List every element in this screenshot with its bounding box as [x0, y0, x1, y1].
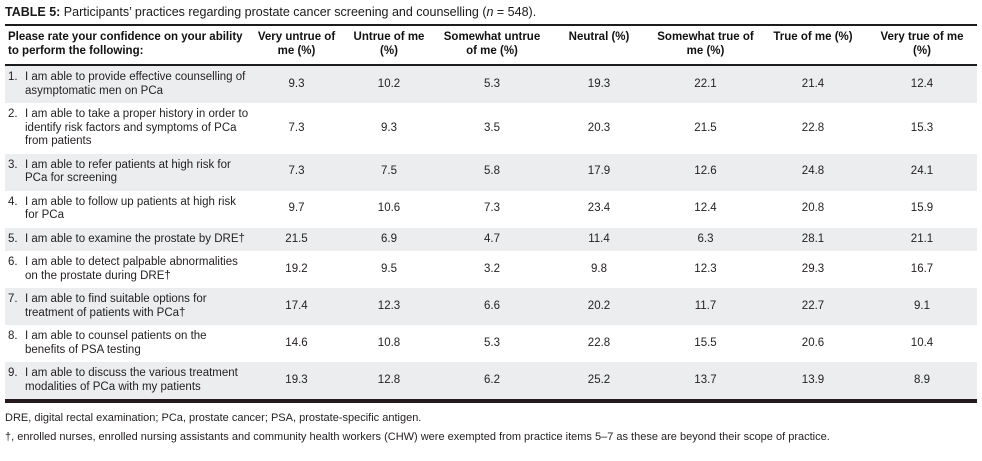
- value-cell: 10.4: [910, 336, 934, 349]
- value-cell: 6.2: [484, 373, 500, 386]
- table-row: [5, 251, 977, 288]
- value-cell: 12.4: [910, 77, 934, 90]
- question-text: I am able to provide effective counselling of asymptomatic men on PCa: [25, 71, 246, 97]
- value-cell: 6.9: [381, 232, 397, 245]
- value-cell: 20.8: [801, 202, 825, 215]
- value-cell: 21.5: [694, 121, 717, 134]
- value-cell: 25.2: [587, 373, 611, 386]
- value-cell: 22.7: [801, 299, 825, 312]
- value-cell: 14.6: [285, 336, 308, 349]
- question-text: I am able to take a proper history in order to identify risk factors and symptoms of PCa from patients: [25, 108, 249, 147]
- table-row: [5, 288, 977, 325]
- value-cell: 9.8: [591, 262, 607, 275]
- header-neutral: Neutral (%): [546, 26, 652, 65]
- header-untrue: Untrue of me (%): [340, 26, 438, 65]
- value-cell: 6.3: [697, 232, 714, 245]
- question-cell: [5, 251, 253, 288]
- value-cell: 7.3: [484, 202, 500, 215]
- value-cell: 19.3: [285, 373, 308, 386]
- value-cell: 4.7: [484, 232, 500, 245]
- value-cell: 9.7: [288, 202, 305, 215]
- value-cell: 15.3: [910, 121, 934, 134]
- table-title-text: Participants’ practices regarding prostate cancer screening and counselling (: [60, 5, 487, 19]
- value-cell: 5.8: [484, 165, 500, 178]
- question-number: 6.: [8, 256, 18, 268]
- header-somewhat-true: Somewhat true of me (%): [652, 26, 759, 65]
- value-cell: 10.2: [377, 77, 401, 90]
- value-cell: 16.7: [910, 262, 934, 275]
- table-row: [5, 362, 977, 401]
- value-cell: 5.3: [484, 77, 500, 90]
- value-cell: 17.4: [285, 299, 308, 312]
- value-cell: 7.3: [288, 165, 305, 178]
- value-cell: 9.3: [381, 121, 397, 134]
- table-row: [5, 65, 977, 103]
- value-cell: 15.9: [910, 202, 934, 215]
- value-cell: 7.5: [381, 165, 397, 178]
- table-row: [5, 325, 977, 362]
- question-cell: [5, 325, 253, 362]
- value-cell: 21.5: [285, 232, 308, 245]
- table-title-suffix: = 548).: [493, 5, 537, 19]
- value-cell: 15.5: [694, 336, 717, 349]
- value-cell: 22.1: [694, 77, 717, 90]
- value-cell: 9.1: [914, 299, 930, 312]
- value-cell: 29.3: [801, 262, 825, 275]
- value-cell: 12.6: [694, 165, 717, 178]
- table-row: [5, 103, 977, 154]
- header-somewhat-untrue: Somewhat untrue of me (%): [438, 26, 546, 65]
- value-cell: 22.8: [801, 121, 825, 134]
- value-cell: 19.3: [587, 77, 611, 90]
- table-title-n: n: [486, 5, 494, 19]
- value-cell: 22.8: [587, 336, 611, 349]
- value-cell: 21.4: [801, 77, 825, 90]
- value-cell: 20.6: [801, 336, 825, 349]
- value-cell: 10.6: [377, 202, 401, 215]
- question-number: 9.: [8, 367, 18, 379]
- practices-table: [5, 26, 977, 403]
- question-text: I am able to discuss the various treatment modalities of PCa with my patients: [25, 367, 238, 393]
- value-cell: 6.6: [484, 299, 500, 312]
- question-text: I am able to examine the prostate by DRE†: [25, 232, 245, 245]
- question-cell: [5, 228, 253, 252]
- value-cell: 13.7: [694, 373, 717, 386]
- value-cell: 8.9: [914, 373, 930, 386]
- question-number: 8.: [8, 330, 18, 342]
- value-cell: 9.5: [381, 262, 397, 275]
- footnotes: [5, 412, 977, 444]
- value-cell: 24.8: [801, 165, 825, 178]
- value-cell: 11.7: [694, 299, 717, 312]
- question-cell: [5, 103, 253, 154]
- header-very-true: Very true of me (%): [867, 26, 977, 65]
- value-cell: 10.8: [377, 336, 401, 349]
- value-cell: 12.3: [694, 262, 717, 275]
- table-row: [5, 228, 977, 252]
- value-cell: 23.4: [587, 202, 611, 215]
- value-cell: 13.9: [801, 373, 825, 386]
- question-number: 7.: [8, 293, 18, 305]
- value-cell: 11.4: [588, 232, 610, 245]
- question-cell: [5, 191, 253, 228]
- value-cell: 3.2: [484, 262, 500, 275]
- value-cell: 12.8: [377, 373, 401, 386]
- value-cell: 12.3: [377, 299, 401, 312]
- header-very-untrue: Very untrue of me (%): [253, 26, 340, 65]
- value-cell: 20.3: [587, 121, 611, 134]
- table-row: [5, 154, 977, 191]
- header-question-column: Please rate your confidence on your ability to perform the following:: [5, 26, 253, 65]
- question-text: I am able to follow up patients at high risk for PCa: [25, 195, 236, 221]
- question-number: 4.: [8, 195, 18, 208]
- question-text: I am able to find suitable options for treatment of patients with PCa†: [25, 293, 207, 319]
- table-row: [5, 191, 977, 228]
- question-text: I am able to counsel patients on the benefits of PSA testing: [25, 330, 207, 356]
- value-cell: 3.5: [484, 121, 500, 134]
- question-text: I am able to refer patients at high risk for PCa for screening: [25, 158, 231, 184]
- value-cell: 17.9: [587, 165, 611, 178]
- value-cell: 5.3: [484, 336, 500, 349]
- question-number: 3.: [8, 158, 18, 171]
- table-title: [5, 4, 977, 26]
- value-cell: 21.1: [910, 232, 934, 245]
- value-cell: 28.1: [801, 232, 825, 245]
- question-cell: [5, 362, 253, 399]
- value-cell: 24.1: [910, 165, 934, 178]
- table-title-label: TABLE 5:: [5, 5, 61, 19]
- question-cell: [5, 66, 253, 103]
- footnote-dagger: †, enrolled nurses, enrolled nursing assistants and community health workers (CHW) were exempted from practice items 5–7 as these are beyond their scope of practice.: [5, 431, 830, 443]
- question-number: 5.: [8, 232, 18, 245]
- value-cell: 9.3: [288, 77, 305, 90]
- value-cell: 20.2: [587, 299, 611, 312]
- question-cell: [5, 154, 253, 191]
- value-cell: 19.2: [285, 262, 308, 275]
- question-text: I am able to detect palpable abnormalities on the prostate during DRE†: [25, 256, 238, 282]
- question-number: 1.: [8, 71, 18, 83]
- value-cell: 12.4: [694, 202, 717, 215]
- footnote-abbreviations: DRE, digital rectal examination; PCa, prostate cancer; PSA, prostate-specific antigen.: [5, 412, 422, 424]
- question-cell: [5, 288, 253, 325]
- header-row: [5, 26, 977, 65]
- table-header: [5, 26, 977, 65]
- header-true: True of me (%): [759, 26, 867, 65]
- table-body: [5, 65, 977, 401]
- value-cell: 7.3: [288, 121, 305, 134]
- question-number: 2.: [8, 108, 18, 120]
